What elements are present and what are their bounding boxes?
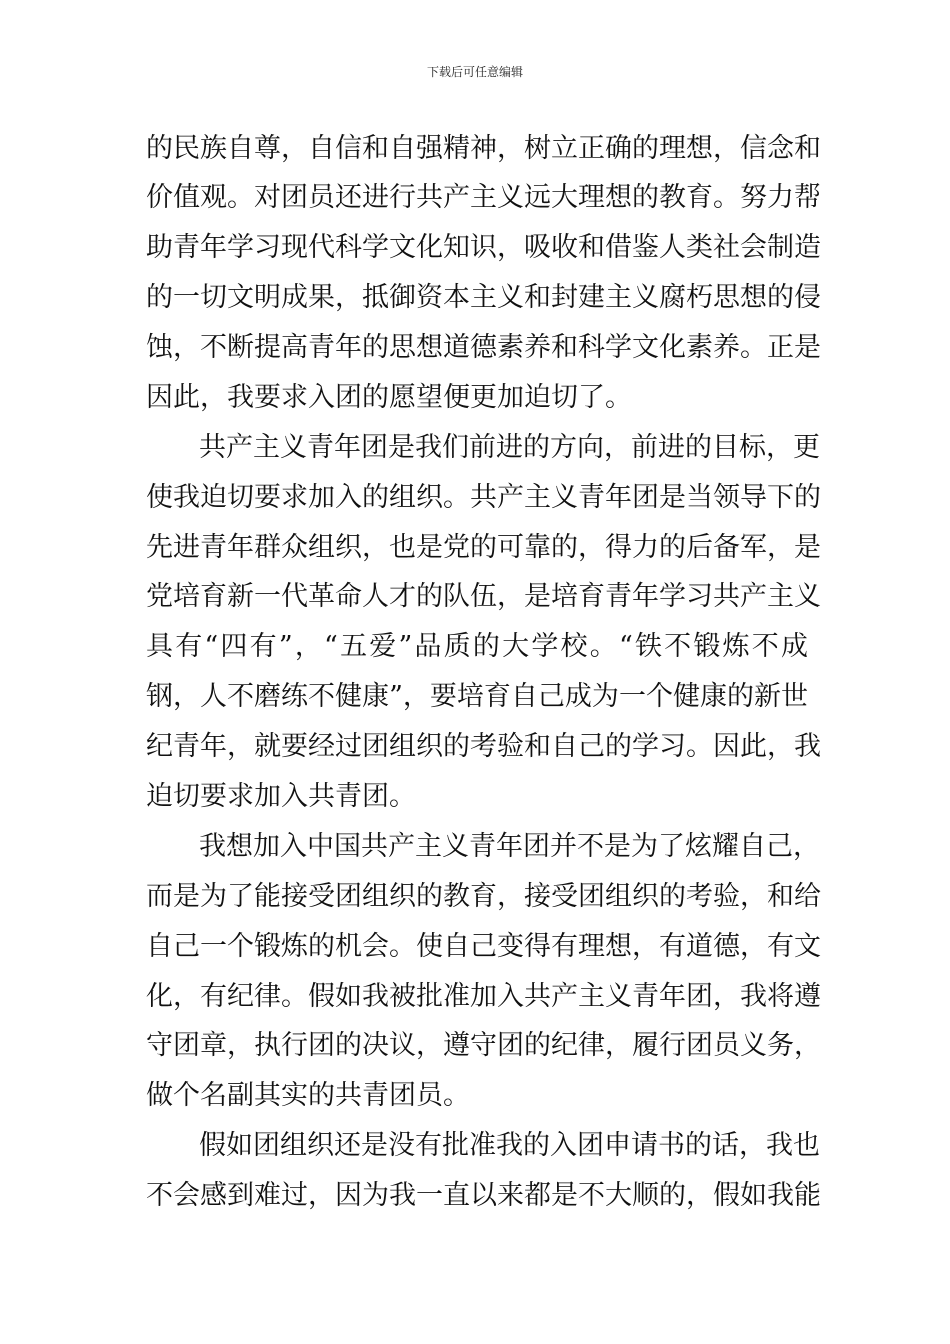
text-line: 不会感到难过，因为我一直以来都是不大顺的，假如我能 [146,1180,821,1211]
text-line: 做个名副其实的共青团员。 [146,1080,470,1111]
text-line: 纪青年，就要经过团组织的考验和自己的学习。因此，我 [146,731,821,762]
text-line: 党培育新一代革命人才的队伍，是培育青年学习共产主义 [146,581,821,612]
text-line: 因此，我要求入团的愿望便更加迫切了。 [146,382,632,413]
page-header: 下载后可任意编辑 [426,65,523,79]
text-line: 具有“四有”，“五爱”品质的大学校。“铁不锻炼不成 [146,631,808,662]
text-line: 助青年学习现代科学文化知识，吸收和借鉴人类社会制造 [146,232,821,263]
text-line: 迫切要求加入共青团。 [146,781,416,812]
paragraph-first-line: 我想加入中国共产主义青年团并不是为了炫耀自己， [199,831,820,862]
text-line: 的一切文明成果，抵御资本主义和封建主义腐朽思想的侵 [146,282,821,313]
text-line: 化，有纪律。假如我被批准加入共产主义青年团，我将遵 [146,981,821,1012]
paragraph-first-line: 共产主义青年团是我们前进的方向，前进的目标，更 [199,432,820,463]
text-line: 而是为了能接受团组织的教育，接受团组织的考验，和给 [146,881,821,912]
text-line: 蚀，不断提高青年的思想道德素养和科学文化素养。正是 [146,332,821,363]
paragraph-first-line: 假如团组织还是没有批准我的入团申请书的话，我也 [199,1130,820,1161]
text-line: 钢，人不磨练不健康”，要培育自己成为一个健康的新世 [146,681,808,712]
text-line: 使我迫切要求加入的组织。共产主义青年团是当领导下的 [146,482,821,513]
text-line: 的民族自尊，自信和自强精神，树立正确的理想，信念和 [146,133,821,164]
text-line: 先进青年群众组织，也是党的可靠的，得力的后备军，是 [146,532,821,563]
text-line: 自己一个锻炼的机会。使自己变得有理想，有道德，有文 [146,931,821,962]
text-line: 价值观。对团员还进行共产主义远大理想的教育。努力帮 [146,182,821,213]
text-line: 守团章，执行团的决议，遵守团的纪律，履行团员义务， [146,1030,821,1061]
